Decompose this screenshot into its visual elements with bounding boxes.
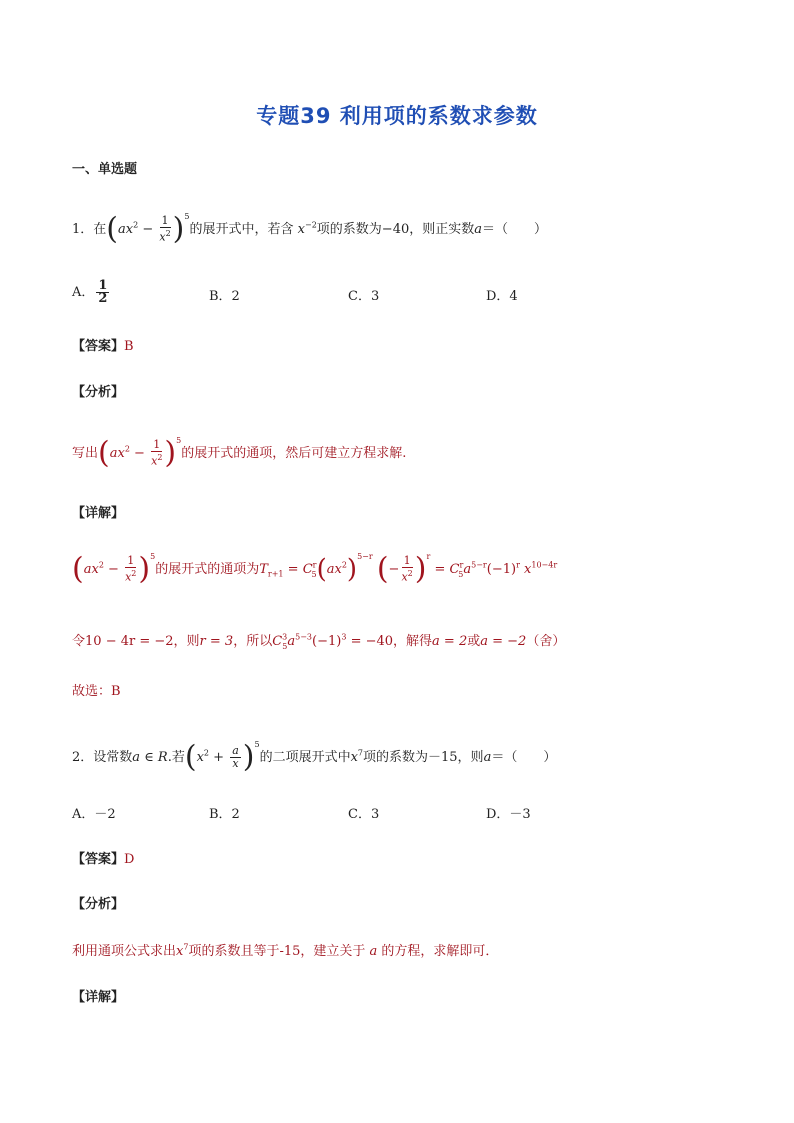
question-2-detail-label: 【详解】 xyxy=(72,990,125,1005)
question-1-answer: 【答案】B xyxy=(72,339,134,354)
question-1-analysis-label: 【分析】 xyxy=(72,385,125,400)
question-2-option-b[interactable]: B．2 xyxy=(209,807,240,822)
question-1-analysis-text: 写出($ax^2$ − $\frac{1}{x^2}$ )$^5$的展开式的通项，然后可建立方程求解. xyxy=(72,435,407,471)
question-1-stem: 1．在($ax^2$ − $\frac{1}{x^2}$ )$^5$的展开式中，若含 $x^{-2}$项的系数为−40，则正实数a＝（ ） xyxy=(72,211,548,247)
page-title: 专题39 利用项的系数求参数 xyxy=(256,104,538,128)
question-1-detail-label: 【详解】 xyxy=(72,506,125,521)
question-2-analysis-label: 【分析】 xyxy=(72,897,125,912)
question-2-stem: 2．设常数a ∈ R.若($x^2$ + $\frac{a}{x}$ )$^5$的二项展开式中$x^7$项的系数为－15，则a＝（ ） xyxy=(72,739,557,775)
question-1-option-d[interactable]: D．4 xyxy=(486,289,518,304)
question-2-answer: 【答案】D xyxy=(72,852,135,867)
question-2-option-c[interactable]: C．3 xyxy=(348,807,380,822)
question-1-option-a[interactable]: A． $\frac{1}{2}$ xyxy=(72,278,108,306)
question-2-option-d[interactable]: D．－3 xyxy=(486,807,531,822)
question-1-option-b[interactable]: B．2 xyxy=(209,289,240,304)
question-1-solution: 令10 − 4r = −2，则r = 3，所以$C^3_5a^{5-3}(-1)^3 = -40$，解得a = 2或a = −2（舍） xyxy=(72,632,566,651)
question-1-general-term: ($ax^2$ − $\frac{1}{x^2}$ )$^5$的展开式的通项为$T_{r+1} = C^r_5(ax^2)^{5-r}$ (− $\frac{1}{x^2}$ )$^r = C^r_5a^{5-r}(-1)^r$ $x^{10-4r}$ xyxy=(72,551,558,587)
question-1-conclusion: 故选：B xyxy=(72,684,121,699)
question-2-option-a[interactable]: A．－2 xyxy=(72,807,116,822)
section-heading: 一、单选题 xyxy=(72,162,138,177)
question-1-option-c[interactable]: C．3 xyxy=(348,289,380,304)
question-2-analysis-text: 利用通项公式求出$x^7$项的系数且等于-15，建立关于 a 的方程，求解即可． xyxy=(72,942,499,959)
